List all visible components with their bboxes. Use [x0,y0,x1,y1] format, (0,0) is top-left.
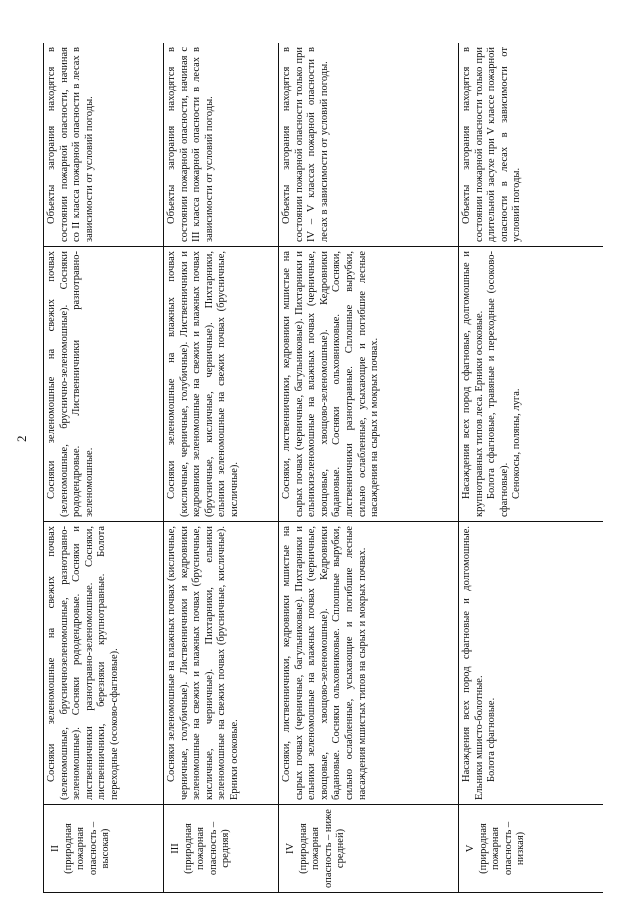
forest-types-alt-cell [279,247,459,522]
cell-paragraph: Сосняки, лиственничники, кедровники мшистые на сырых почвах (черничные, багульниковые). Пихтарники и ельники зеленомошные на влажных почвах (черничные, хвощовые, хвощово-зеленомошные). Кедровники бадановые. Сосняки ольховниковые. Сплошные вырубки, сильно ослабленные, усыхающие и погибшие лесные насаждения мшистых типов на сырых и мокрых почвах. [281,526,368,800]
class-description: (природная пожарная опасность – ниже средней) [297,809,347,888]
class-cell [459,805,604,893]
cell-paragraph: Сосняки зеленомошные на свежих почвах (зеленомошные, бруснично-зеленомошные). Сосняки рододендровые. Лиственничники разнотравно-зеленомошные. [46,251,95,517]
class-number: V [465,844,476,853]
rotated-table-sheet [43,43,603,893]
forest-types-cell [164,522,279,805]
ignition-conditions-cell: Объекты загорания находятся в состоянии пожарной опасности, начиная с III класса пожарной опасности в лесах в зависимости от условий погоды. [164,43,279,247]
class-description: (природная пожарная опасность – низкая) [477,821,527,876]
fire-danger-class-table [43,43,603,893]
cell-paragraph: Сосняки, лиственничники, кедровники мшистые на сырых почвах (черничные, багульниковые). Пихтарники и ельникизеленомошные на влажных почвах (черничные, хвощовые, хвощово-зеленомошные). Кедровники бадановые. Сосняки ольховниковые. Сосняки, лиственничники разнотравные. Сплошные вырубки, сильно ослабленные, усыхающие и погибшие лесные насаждения на сырых и мокрых почвах. [281,251,381,517]
cell-paragraph: Сосняки зеленомошные на свежих почвах (зеленомошные, брусничнозеленомошные, разнотравно-зеленомошные). Сосняки рододендровые. Сосняки и лиственничники разнотравно-зеленомошные. Сосняки, лиственничники, березняки крупнотравные. Болота переходные (осоково-сфагновые). [46,526,120,800]
class-number: II [50,845,61,852]
cell-paragraph: Болота сфагновые. [486,697,498,782]
ignition-conditions-cell: Объекты загорания находятся в состоянии пожарной опасности, начиная со II класса пожарной опасности в лесах в зависимости от условий погоды. [44,43,164,247]
table-row [44,43,164,893]
table-row [459,43,604,893]
cell-paragraph: Сосняки зеленомошные на влажных почвах (кисличные, черничные, голубичные). Лиственничники и кедровники зеленомошные на свежих и влажных почвах (брусничные, кисличные, черничные). Пихтарники, ельники зеленомошные на свежих почвах (брусничные, кисличные). [166,251,240,517]
class-cell [44,805,164,893]
ignition-conditions-cell: Объекты загорания находятся в состоянии пожарной опасности только при длительной засухе при V классе пожарной опасности в лесах в зависимости от условий погоды. [459,43,604,247]
forest-types-cell [44,522,164,805]
forest-types-alt-cell [44,247,164,522]
forest-types-cell [279,522,459,805]
class-cell [279,805,459,893]
cell-paragraph: Насаждения всех пород сфагновые, долгомошные и крупнотравных типов леса. Ерники осоковые. [461,251,485,517]
class-description: (природная пожарная опасность – средняя) [182,821,232,876]
table-row [164,43,279,893]
class-number: IV [285,842,296,855]
ignition-conditions-cell: Объекты загорания находятся в состоянии пожарной опасности только при IV – V классах пожарной опасности в лесах в зависимости от условий погоды. [279,43,459,247]
rotated-table-frame [43,43,603,893]
cell-paragraph: Насаждения всех пород сфагновые и долгомошные. Ельники мшисто-болотные. [461,526,485,800]
class-cell [164,805,279,893]
page-number: 2 [14,435,29,442]
class-number: III [170,843,181,854]
table-row [279,43,459,893]
forest-types-cell [459,522,604,805]
cell-paragraph: Болота сфагновые, травяные и переходные (осоково-сфагновые). [486,251,510,517]
cell-paragraph: Сосняки зеленомошные на влажных почвах (кисличные, черничные, голубичные). Лиственничники и кедровники зеленомошные на свежих и влажных почвах (брусничные, кисличные, черничные). Пихтарники, ельники зеленомошные на свежих почвах (брусничные, кисличные). Ерники осоковые. [166,526,240,800]
class-description: (природная пожарная опасность – высокая) [62,821,112,876]
cell-paragraph: Сенокосы, поляны, луга. [511,388,523,499]
forest-types-alt-cell [459,247,604,522]
forest-types-alt-cell [164,247,279,522]
